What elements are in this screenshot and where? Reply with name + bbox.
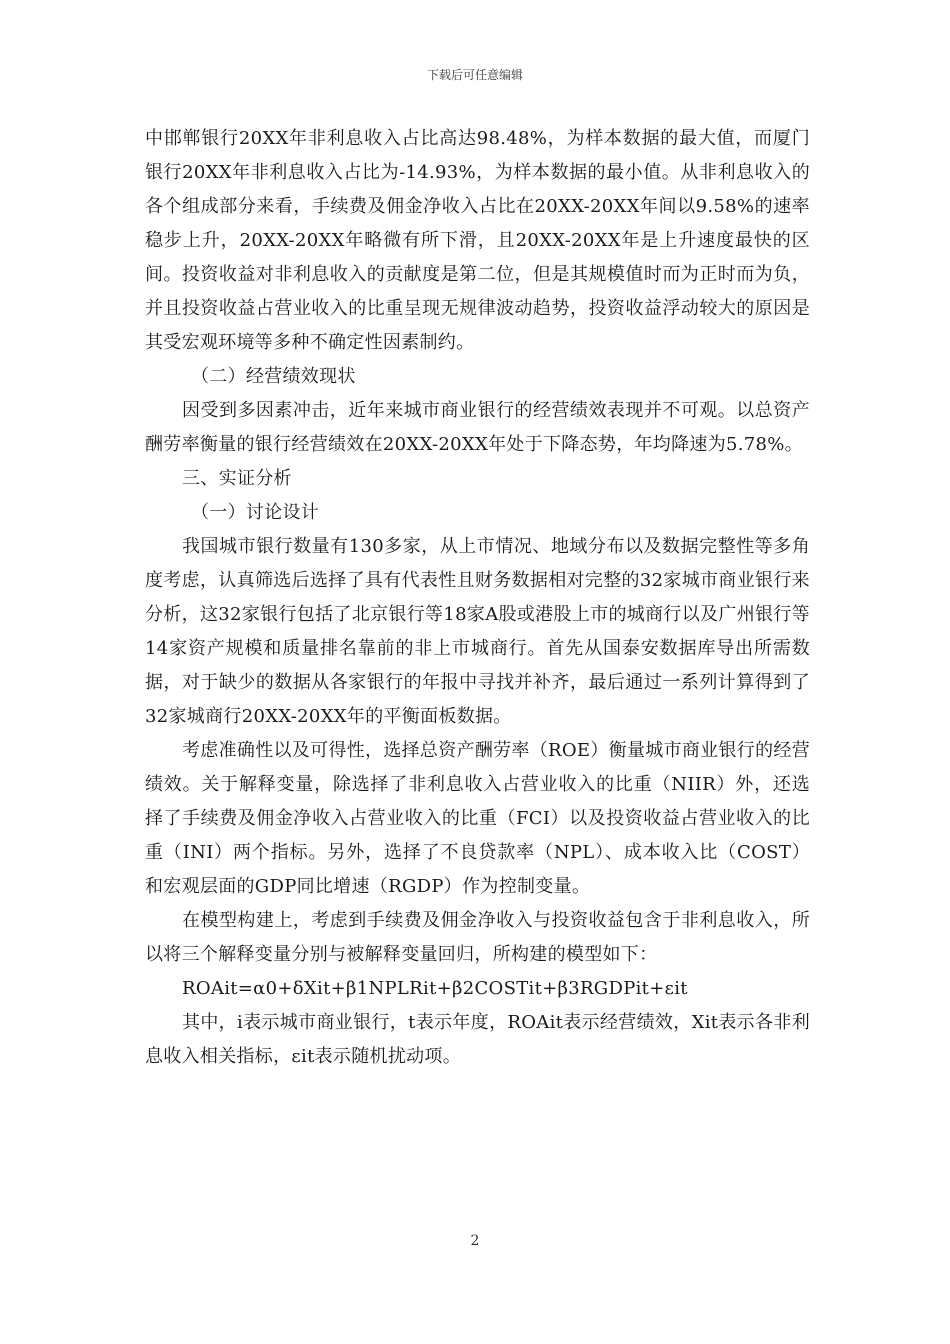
paragraph-nonint-income-detail: 中邯郸银行20XX年非利息收入占比高达98.48%，为样本数据的最大值，而厦门银行20XX年非利息收入占比为-14.93%，为样本数据的最小值。从非利息收入的各个组成部分来看，手续费及佣金净收入占比在20XX-20XX年间以9.58%的速率稳步上升，20XX-20XX年略微有所下滑，且20XX-20XX年是上升速度最快的区间。投资收益对非利息收入的贡献度是第二位，但是其规模值时而为正时而为负，并且投资收益占营业收入的比重呈现无规律波动趋势，投资收益浮动较大的原因是其受宏观环境等多种不确定性因素制约。 bbox=[145, 128, 810, 353]
paragraph-formula-explanation: 其中，i表示城市商业银行，t表示年度，ROAit表示经营绩效，Xit表示各非利息收入相关指标，εit表示随机扰动项。 bbox=[145, 1012, 810, 1067]
regression-formula: ROAit=α0+δXit+β1NPLRit+β2COSTit+β3RGDPit+εit bbox=[182, 978, 688, 999]
page-number: 2 bbox=[470, 1233, 480, 1249]
section-heading-performance-status: （二）经营绩效现状 bbox=[191, 366, 356, 387]
page-header: 下载后可任意编辑 bbox=[426, 68, 523, 82]
paragraph-variable-definition: 考虑准确性以及可得性，选择总资产酬劳率（ROE）衡量城市商业银行的经营绩效。关于解释变量，除选择了非利息收入占营业收入的比重（NIIR）外，还选择了手续费及佣金净收入占营业收入的比重（FCI）以及投资收益占营业收入的比重（INI）两个指标。另外，选择了不良贷款率（NPL）、成本收入比（COST）和宏观层面的GDP同比增速（RGDP）作为控制变量。 bbox=[145, 740, 810, 897]
section-heading-empirical-analysis: 三、实证分析 bbox=[182, 468, 292, 489]
section-heading-research-design: （一）讨论设计 bbox=[191, 502, 320, 523]
document-body bbox=[145, 122, 810, 1074]
paragraph-model-construction: 在模型构建上，考虑到手续费及佣金净收入与投资收益包含于非利息收入，所以将三个解释变量分别与被解释变量回归，所构建的模型如下： bbox=[145, 910, 810, 965]
paragraph-performance-status: 因受到多因素冲击，近年来城市商业银行的经营绩效表现并不可观。以总资产酬劳率衡量的银行经营绩效在20XX-20XX年处于下降态势，年均降速为5.78%。 bbox=[145, 400, 810, 455]
paragraph-sample-selection: 我国城市银行数量有130多家，从上市情况、地域分布以及数据完整性等多角度考虑，认真筛选后选择了具有代表性且财务数据相对完整的32家城市商业银行来分析，这32家银行包括了北京银行等18家A股或港股上市的城商行以及广州银行等14家资产规模和质量排名靠前的非上市城商行。首先从国泰安数据库导出所需数据，对于缺少的数据从各家银行的年报中寻找并补齐，最后通过一系列计算得到了32家城商行20XX-20XX年的平衡面板数据。 bbox=[145, 536, 810, 727]
